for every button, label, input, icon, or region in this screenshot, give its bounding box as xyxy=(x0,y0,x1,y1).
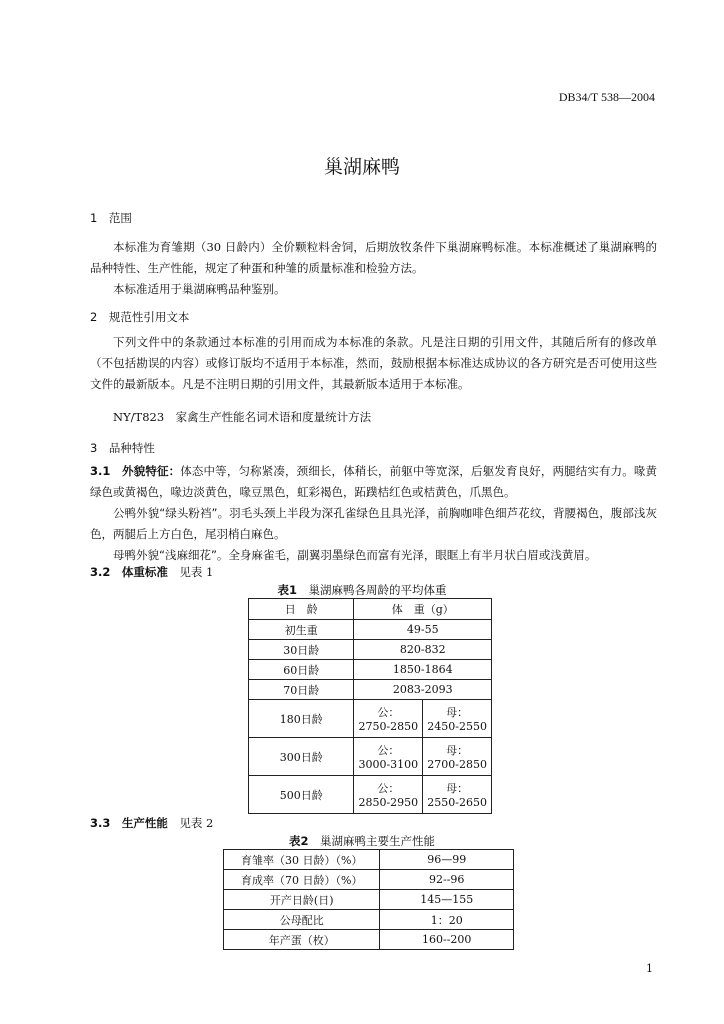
table-cell: 49-55 xyxy=(354,620,492,640)
table-row xyxy=(249,776,492,814)
table-row xyxy=(224,890,514,910)
table-row xyxy=(249,700,492,738)
table-cell xyxy=(354,738,423,776)
section-2-heading: 2 规范性引用文本 xyxy=(90,310,190,324)
table-cell: 30日龄 xyxy=(249,640,354,660)
male-appearance-paragraph: 公鸭外貌“绿头粉裆”。羽毛头颈上半段为深孔雀绿色且具光泽，前胸咖啡色细芦花纹，背腰褐色，腹部浅灰色，两腿后上方白色，尾羽梢白麻色。 xyxy=(90,506,657,541)
table-row xyxy=(224,910,514,930)
section-3-1-paragraph xyxy=(90,461,657,503)
document-number: DB34/T 538—2004 xyxy=(558,90,655,104)
table-cell: 92--96 xyxy=(380,870,514,890)
table-2-caption-text: 巢湖麻鸭主要生产性能 xyxy=(320,834,435,848)
female-label: 母： xyxy=(446,744,469,757)
table-1-caption-text: 巢湖麻鸭各周龄的平均体重 xyxy=(308,583,447,597)
male-weight: 3000-3100 xyxy=(358,758,419,771)
table-row xyxy=(249,680,492,700)
table-row xyxy=(249,620,492,640)
table-header-cell: 日 龄 xyxy=(249,599,354,620)
table-cell xyxy=(354,700,423,738)
table-cell: 育成率（70 日龄）（%） xyxy=(224,870,380,890)
section-3-3-line xyxy=(90,813,213,834)
table-cell: 820-832 xyxy=(354,640,492,660)
table-2 xyxy=(223,849,514,950)
table-row xyxy=(249,599,492,620)
table-cell: 开产日龄(日) xyxy=(224,890,380,910)
section-3-2-label: 3.2 体重标准 xyxy=(90,565,168,579)
table-cell: 300日龄 xyxy=(249,738,354,776)
table-row xyxy=(249,640,492,660)
table-cell: 1850-1864 xyxy=(354,660,492,680)
page-title: 巢湖麻鸭 xyxy=(323,156,400,178)
table-cell xyxy=(423,700,492,738)
male-label: 公： xyxy=(377,744,400,757)
section-3-heading: 3 品种特性 xyxy=(90,441,155,455)
section-1-paragraph-2: 本标准适用于巢湖麻鸭品种鉴别。 xyxy=(113,282,286,296)
reference-item: NY/T823 家禽生产性能名词术语和度量统计方法 xyxy=(113,410,372,424)
table-1-caption-prefix: 表1 xyxy=(277,583,297,597)
table-row xyxy=(249,660,492,680)
table-2-caption xyxy=(0,833,724,849)
female-weight: 2550-2650 xyxy=(427,796,487,809)
section-3-2-ref: 见表 1 xyxy=(179,565,214,579)
table-cell: 500日龄 xyxy=(249,776,354,814)
female-weight: 2450-2550 xyxy=(427,720,487,733)
table-row xyxy=(249,738,492,776)
section-3-3-ref: 见表 2 xyxy=(179,816,214,830)
table-1-caption xyxy=(0,582,724,598)
section-1-heading: 1 范围 xyxy=(90,211,132,225)
male-weight: 2750-2850 xyxy=(358,720,419,733)
male-label: 公： xyxy=(377,782,400,795)
page-number: 1 xyxy=(646,962,653,975)
section-3-1-text: 体态中等，匀称紧凑，颈细长，体稍长，前躯中等宽深，后躯发育良好，两腿结实有力。喙黄绿色或黄褐色，喙边淡黄色，喙豆黑色，虹彩褐色，跖蹼桔红色或桔黄色，爪黑色。 xyxy=(90,464,658,499)
table-2-caption-prefix: 表2 xyxy=(288,834,309,848)
section-2-paragraph: 下列文件中的条款通过本标准的引用而成为本标准的条款。凡是注日期的引用文件，其随后所有的修改单（不包括勘误的内容）或修订版均不适用于本标准，然而，鼓励根据本标准达成协议的各方研究是否可使用这些文件的最新版本。凡是不注明日期的引用文件，其最新版本适用于本标准。 xyxy=(90,335,657,391)
section-3-2-line xyxy=(90,562,213,583)
table-row xyxy=(224,870,514,890)
table-cell: 初生重 xyxy=(249,620,354,640)
section-3-3-label: 3.3 生产性能 xyxy=(90,816,168,830)
table-header-cell: 体 重（g） xyxy=(354,599,492,620)
female-weight: 2700-2850 xyxy=(427,758,487,771)
table-cell: 160--200 xyxy=(380,930,514,950)
male-weight: 2850-2950 xyxy=(358,796,419,809)
table-cell: 育雏率（30 日龄）（%） xyxy=(224,850,380,870)
table-cell xyxy=(354,776,423,814)
table-row xyxy=(224,850,514,870)
table-cell xyxy=(423,776,492,814)
section-1-paragraph-1: 本标准为育雏期（30 日龄内）全价颗粒料舍饲，后期放牧条件下巢湖麻鸭标准。本标准概述了巢湖麻鸭的品种特性、生产性能，规定了种蛋和种雏的质量标准和检验方法。 xyxy=(90,240,657,275)
table-cell: 1：20 xyxy=(380,910,514,930)
table-cell: 年产蛋（枚） xyxy=(224,930,380,950)
female-label: 母： xyxy=(446,782,469,795)
female-label: 母： xyxy=(446,706,469,719)
table-cell xyxy=(423,738,492,776)
table-cell: 70日龄 xyxy=(249,680,354,700)
table-cell: 96—99 xyxy=(380,850,514,870)
table-row xyxy=(224,930,514,950)
table-cell: 145—155 xyxy=(380,890,514,910)
table-cell: 公母配比 xyxy=(224,910,380,930)
table-cell: 60日龄 xyxy=(249,660,354,680)
male-label: 公： xyxy=(377,706,400,719)
section-3-1-label: 3.1 外貌特征： xyxy=(90,464,181,478)
female-appearance-paragraph: 母鸭外貌“浅麻细花”。全身麻雀毛，副翼羽墨绿色而富有光泽，眼眶上有半月状白眉或浅黄眉。 xyxy=(113,548,597,562)
table-cell: 180日龄 xyxy=(249,700,354,738)
table-1 xyxy=(248,598,492,814)
table-cell: 2083-2093 xyxy=(354,680,492,700)
